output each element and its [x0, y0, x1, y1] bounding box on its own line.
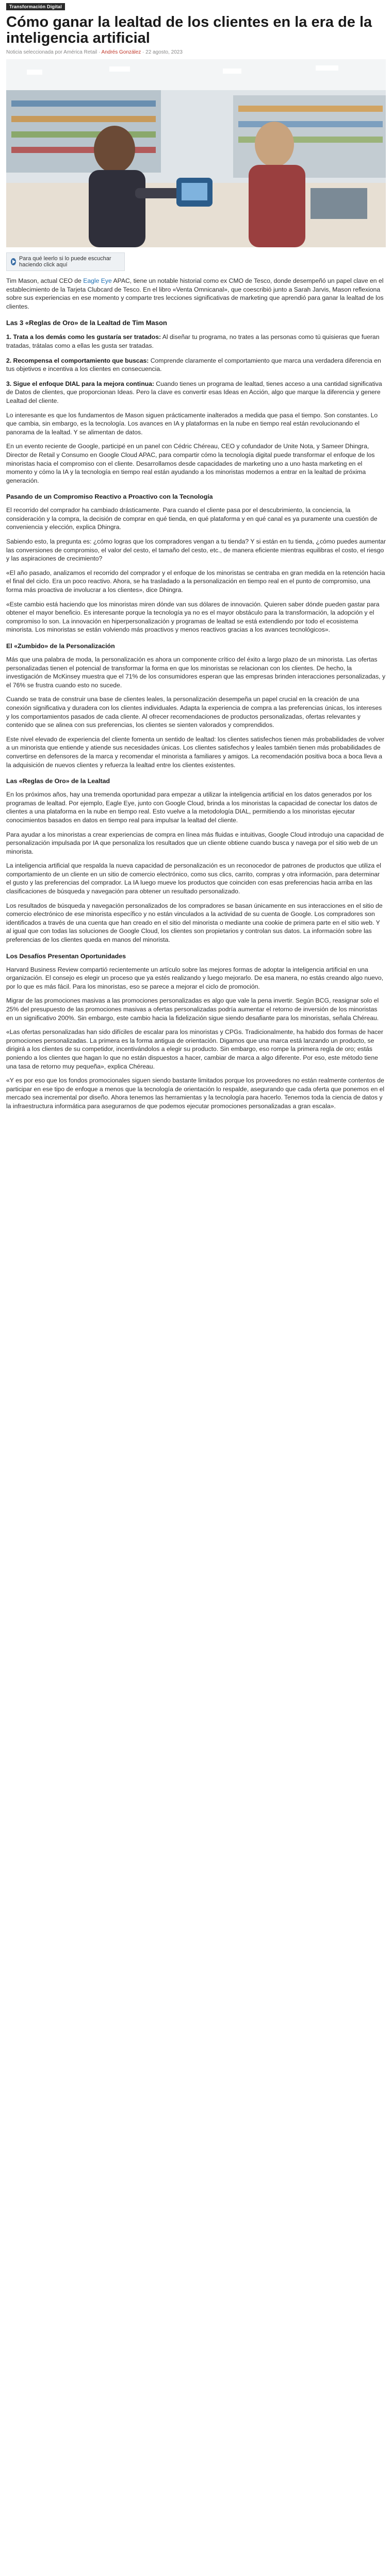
rule-3-title: 3. Sigue el enfoque DIAL para la mejora continua:	[6, 380, 154, 387]
rule-item-1	[6, 333, 386, 350]
rules-list	[6, 333, 386, 405]
rules-heading: Las 3 «Reglas de Oro» de la Lealtad de Tim Mason	[6, 319, 167, 327]
paragraph-search-results: Los resultados de búsqueda y navegación personalizados de los compradores se basan únicamente en sus interacciones en el sitio de comercio electrónico de ese minorista específico y no están vinculados a la actividad de su cuenta de Google. Los compradores son identificados a través de una cuenta que han creado en el sitio del minorista o mediante una cookie de primera parte en el sitio web. Y al igual que con todas las soluciones de Google Cloud, los clientes son propietarios y controlan sus datos. La información sobre las preferencias de los clientes queda en manos del minorista.	[6, 902, 383, 944]
zumbido-heading: El «Zumbido» de la Personalización	[6, 642, 115, 650]
rule-3-text: Cuando tienes un programa de lealtad, tienes acceso a una cantidad significativa de Datos de clientes, que proporcionan Ideas. Pero la clave es convertir esas Ideas en Acción, algo que marque la diferencia y genere Lealtad del cliente.	[6, 380, 382, 404]
meta-author[interactable]: Andrés González	[101, 49, 141, 55]
eagle-eye-link[interactable]: Eagle Eye	[83, 277, 112, 284]
article-page	[0, 0, 392, 1121]
hero-image	[6, 59, 386, 247]
supermarket-aisle-illustration	[6, 59, 386, 247]
rule-2-text: Comprende claramente el comportamiento que marca una verdadera diferencia en tus objetivos e incentiva a los clientes en consecuencia.	[6, 357, 381, 373]
challenges-heading: Los Desafíos Presentan Oportunidades	[6, 952, 126, 960]
paragraph-personalization: Más que una palabra de moda, la personalización es ahora un componente crítico del éxito a largo plazo de un minorista. Las ofertas personalizadas tienen el potencial de transformar la forma en que los minoristas se relacionan con los clientes. De hecho, la investigación de McKinsey muestra que el 71% de los consumidores esperan que las empresas brinden interacciones personalizadas, y el 76% se frustra cuando esto no sucede.	[6, 656, 386, 689]
article-meta	[6, 49, 386, 55]
reactive-heading: Pasando de un Compromiso Reactivo a Proactivo con la Tecnología	[6, 493, 213, 501]
paragraph-fundamentals: Lo interesante es que los fundamentos de Mason siguen prácticamente inalterados a medida que pasa el tiempo. Son constantes. Lo que cambia, sin embargo, es la tecnología. Los avances en IA y plataformas en la nube en tiempo real están revolucionando el panorama de la lealtad. Y se alimentan de datos.	[6, 411, 378, 436]
paragraph-pattern-recognizer: La inteligencia artificial que respalda la nueva capacidad de personalización es un reconocedor de patrones de productos que utiliza el comportamiento de un cliente en un sitio de comercio electrónico, como sus clics, carrito, compras y otra información, para determinar el gusto y las preferencias del comprador. La IA luego mueve los productos que coinciden con esas preferencias hacia arriba en las clasificaciones de búsqueda y navegación para obtener un resultado personalizado.	[6, 862, 381, 895]
paragraph-shopper-journey: El recorrido del comprador ha cambiado drásticamente. Para cuando el cliente pasa por el descubrimiento, la conciencia, la consideración y la compra, la decisión de comprar en qué tienda, en qué plataforma y en qué canal es ya puramente una cuestión de conveniencia y elección, explica Dhingra.	[6, 506, 378, 531]
listen-audio-bar[interactable]	[6, 252, 125, 271]
quote-chereau-1: «Las ofertas personalizadas han sido difíciles de escalar para los minoristas y CPGs. Tradicionalmente, ha habido dos formas de hacer promociones personalizadas. La primera es la forma antigua de orientación. Digamos que una marca está lanzando un producto, se dirigirá a los clientes de su competidor, incentivándolos a elegir su producto. Sin embargo, eso rompe la primera regla de oro; estás poniendo a los clientes que hagan lo que no están dispuestos a hacer, cambiar de marca a algo diferente. Por eso, este método tiene una tasa de retorno muy pequeña», explica Chéreau.	[6, 1028, 383, 1070]
quote-dhingra-1: «El año pasado, analizamos el recorrido del comprador y el enfoque de los minoristas se centraba en gran medida en la retención hacia el final del ciclo. Era un poco reactivo. Ahora, se ha trasladado a la personalización en tiempo real en el punto de compromiso, una forma más proactiva de involucrar a los clientes», dice Dhingra.	[6, 569, 385, 594]
rule-1-title: 1. Trata a los demás como les gustaría ser tratados:	[6, 333, 161, 341]
paragraph-google-cloud: Para ayudar a los minoristas a crear experiencias de compra en línea más fluidas e intuitivas, Google Cloud introdujo una capacidad de personalización impulsada por IA que personaliza los resultados que un cliente obtiene cuando busca y navega por el sitio web de un minorista.	[6, 831, 384, 855]
rule-item-3	[6, 380, 386, 405]
rule-item-2	[6, 357, 386, 374]
paragraph-google-event: En un evento reciente de Google, participé en un panel con Cédric Chéreau, CEO y cofundador de Unite Nota, y Sameer Dhingra, Director de Retail y Consumo en Google Cloud APAC, para compartir cómo la tecnología digital puede transformar el enfoque de los minoristas hacia el compromiso con el cliente. Desarrollamos desde capacidades de marketing uno a uno hasta marketing en el momento y cómo la IA y la tecnología en tiempo real están ayudando a los minoristas modernos a entrar en la lealtad de próxima generación.	[6, 443, 375, 484]
rule-2-title: 2. Recompensa el comportamiento que buscas:	[6, 357, 149, 364]
paragraph-loyal-base: Cuando se trata de construir una base de clientes leales, la personalización desempeña un papel crucial en la creación de una conexión significativa y duradera con los clientes individuales. Adapta la experiencia de compra a las preferencias únicas, los intereses y los comportamientos pasados de cada cliente. Al ofrecer recomendaciones de productos personalizadas, ofertas relevantes y contenido que se alinea con sus preferencias, los clientes se sienten valorados y comprendidos.	[6, 696, 382, 729]
meta-prefix: Noticia seleccionada por América Retail ·	[6, 49, 101, 55]
rule-1-text: Al diseñar tu programa, no trates a las personas como tú quisieras que fueran tratadas, trátalas como a ellas les gusta ser tratadas.	[6, 333, 380, 349]
intro-paragraph	[6, 277, 386, 311]
paragraph-question: Sabiendo esto, la pregunta es: ¿cómo logras que los compradores vengan a tu tienda? Y si están en tu tienda, ¿cómo puedes aumentar las conversiones de compromiso, el valor del cesto, el tamaño del cesto, etc., de manera eficiente mientras equilibras el costo, el riesgo y las aspiraciones de crecimiento?	[6, 538, 386, 563]
paragraph-ai-opportunity: En los próximos años, hay una tremenda oportunidad para empezar a utilizar la inteligencia artificial en los datos generados por los programas de lealtad. Por ejemplo, Eagle Eye, junto con Google Cloud, brinda a los minoristas la capacidad de conectar los datos de clientes a una plataforma en la nube en tiempo real. Esto vuelve a la metodología DIAL, permitiendo a los minoristas ejecutar conocimientos basados en datos en tiempo real para impulsar la lealtad del cliente.	[6, 791, 378, 824]
listen-label[interactable]: Para qué leerlo si lo puede escuchar haciendo click aquí	[19, 256, 111, 268]
paragraph-bcg: Migrar de las promociones masivas a las promociones personalizadas es algo que vale la pena invertir. Según BCG, reasignar solo el 25% del presupuesto de las promociones masivas a ofertas personalizadas podría aumentar el retorno de inversión de los minoristas en un significativo 200%. Sin embargo, este cambio hacia la fidelización sigue siendo desafiante para los minoristas, señala Chéreau.	[6, 997, 379, 1022]
intro-text-b: APAC, tiene un notable historial como ex CMO de Tesco, donde desempeñó un papel clave en el establecimiento de la Tarjeta Clubcard de Tesco. En el libro «Venta Omnicanal», que coescribió junto a Sarah Jarvis, Mason reflexiona sobre sus experiencias en ese momento y comparte tres lecciones significativas de marketing que aprendió para ganar la lealtad de los clientes.	[6, 277, 384, 310]
paragraph-hbr: Harvard Business Review compartió recientemente un artículo sobre las mejores formas de adoptar la inteligencia artificial en una organización. El consejo es elegir un proceso que ya estés realizando y luego mejorarlo. De esa manera, no estás creando algo nuevo, por lo que es más fácil. Para los minoristas, eso se parece a mejorar el ciclo de promoción.	[6, 965, 384, 990]
quote-dhingra-2: «Este cambio está haciendo que los minoristas miren dónde van sus dólares de innovación. Quieren saber dónde pueden gastar para obtener el mayor beneficio. Es interesante porque la tecnología ya no es el mayor obstáculo para la transformación, la adopción y el compromiso lo son. La innovación en hiperpersonalización y programas de lealtad se está extendiendo por todo el ecosistema minorista. Los minoristas se están volviendo más proactivos y menos reactivos gracias a los avances tecnológicos».	[6, 600, 380, 634]
category-tag[interactable]: Transformación Digital	[6, 3, 65, 10]
golden-rules-heading: Las «Reglas de Oro» de la Lealtad	[6, 777, 110, 785]
play-icon[interactable]	[11, 258, 16, 265]
article-title: Cómo ganar la lealtad de los clientes en la era de la inteligencia artificial	[6, 14, 372, 46]
paragraph-experience: Este nivel elevado de experiencia del cliente fomenta un sentido de lealtad: los clientes satisfechos tienen más probabilidades de volver a un minorista que entiende y atiende sus necesidades únicas. Los clientes satisfechos y leales también tienen más probabilidades de convertirse en defensores de la marca y recomendar el minorista a familiares y amigos. La recomendación positiva boca a boca lleva a la adquisición de nuevos clientes y refuerza la lealtad entre los clientes existentes.	[6, 735, 385, 769]
top-bar	[6, 3, 386, 10]
meta-date: · 22 agosto, 2023	[142, 49, 183, 55]
quote-chereau-2: «Y es por eso que los fondos promocionales siguen siendo bastante limitados porque los proveedores no están realmente contentos de participar en ese tipo de enfoque a menos que la tecnología de orientación lo respalde, asegurando que cada oferta que ponemos en el mercado sea incremental por diseño. Ahora tenemos las herramientas y la tecnología para hacerlo. Tenemos toda la ciencia de datos y la infraestructura informática para asegurarnos de que podemos ejecutar promociones personalizadas a gran escala».	[6, 1077, 385, 1110]
intro-text-a: Tim Mason, actual CEO de	[6, 277, 84, 284]
